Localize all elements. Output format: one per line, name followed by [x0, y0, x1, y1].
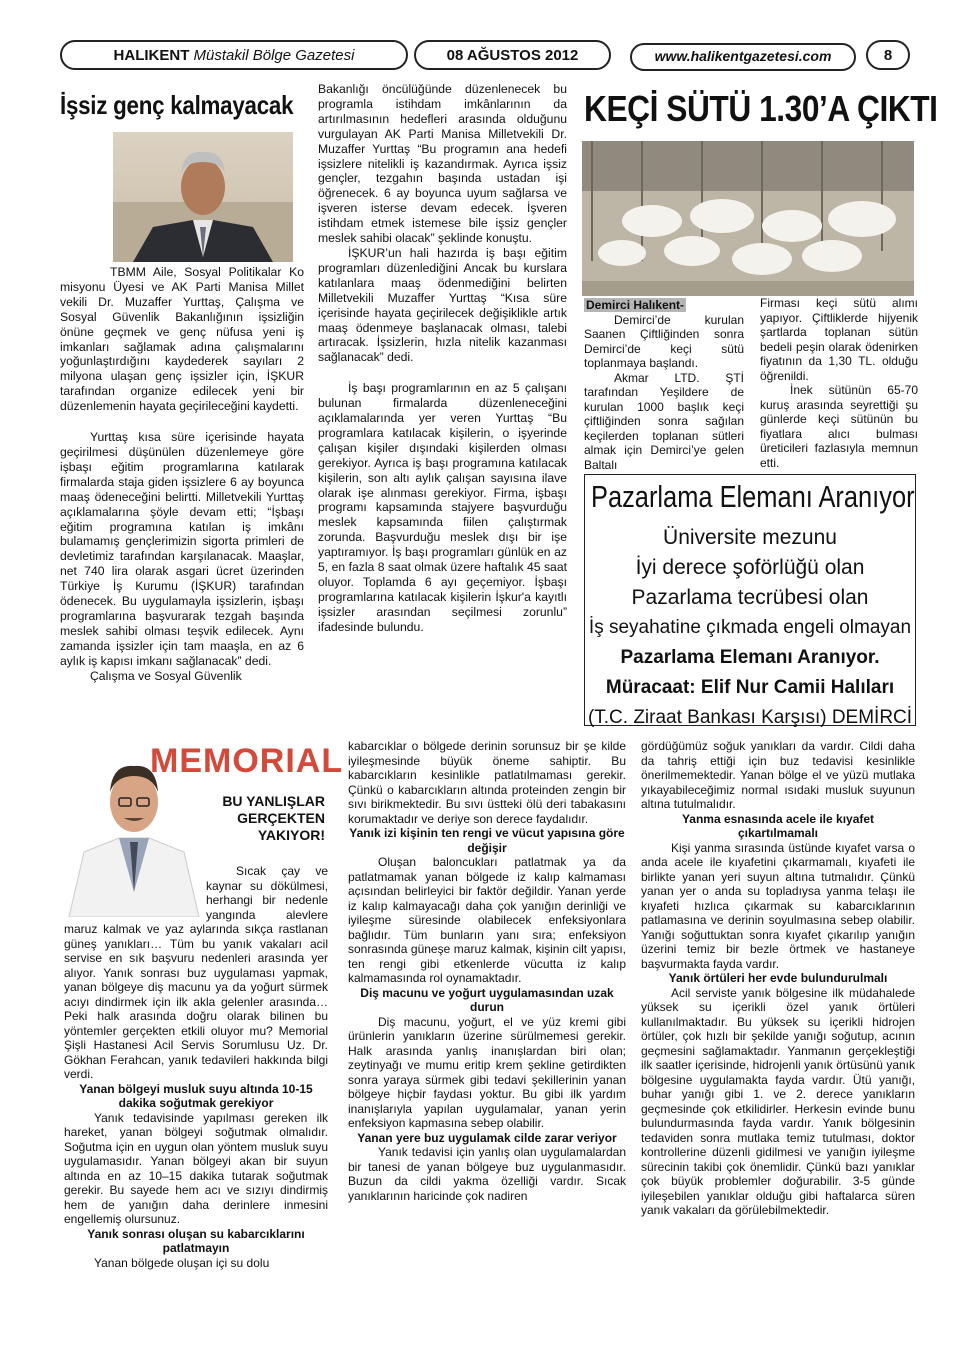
burn-col2: [348, 739, 626, 1203]
youth-col2-p3: İş başı programlarının en az 5 çalışanı bulunan firmalarda düzenleneceğini açıklamalarında yer veren Yurttaş “Bu programlara katılacak kişilerin, o işyerinde çalışan kişiler dışındaki kişilerden olması gerekiyor. Ayrıca iş başı programına katılacak kişilerin, son altı aylık çalışan sayısına ilave olarak işe alınması gerekiyor. Firma, işbaşı programı kapsamında stajyere başvurduğu meslek kapsamında fiilen çalıştırmak zorunda. Başvurduğu meslek dışı bir işe yaptıramıyor. İş başı programları günlük en az 5, en fazla 8 saat olmak üzere haftalık 45 saat oluyor. Toplamda 6 ayı geçemiyor. İşbaşı programlarına katılacak kişilerin İşkur'a kayıtlı işsizler arasından seçilmesi zorunlu” ifadesinde bulundu.: [318, 381, 567, 634]
goat-col-b: [760, 296, 918, 470]
date-pill: [414, 40, 611, 70]
burn-sub2: Yanık sonrası oluşan su kabarcıklarını patlatmayın: [87, 1226, 305, 1255]
burn-p-sub2: Yanan bölgede oluşan içi su dolu: [94, 1255, 270, 1270]
job-ad-line5: Pazarlama Elemanı Aranıyor.: [620, 647, 880, 668]
burn-sub3: Yanık izi kişinin ten rengi ve vücut yapısına göre değişir: [349, 826, 625, 855]
burn-intro: Sıcak çay ve kaynar su dökülmesi, herhangi bir nedenle yangında alevlere maruz kalmak ve yaz aylarında sıkça rastlanan güneş yanıkları… Tüm bu yanık vakaları acil servise en sık başvuru nedenleri arasında yer alıyor. Yanık sonrası buz uygulaması yapmak, yanan bölgeye diş macunu ya da yoğurt sürmek acıyı dindirmek için ilk akla gelenler arasında… Peki halk arasında doğru olarak bilinen bu yöntemler gerçekten etkili oluyor mu? Memorial Şişli Hastanesi Acil Servis Sorumlusu Uz. Dr. Gökhan Ferahcan, yanık tedavileri hakkında bilgi verdi.: [64, 864, 328, 1081]
job-ad-line4: İş seyahatine çıkmada engeli olmayan: [588, 617, 912, 638]
goats-image: [582, 141, 914, 296]
burn-p-sub7: Acil serviste yanık bölgesine ilk müdahalede yüksek su içerikli özel yanık örtüleri kullanılmaktadır. Bu yüksek su içerikli hidrojen örtüler, çok hızlı bir şekilde yanığı soğutup, acının geçmesini sağlamaktadır. Yanmanın gerçekleştiği ilk saatler içerisinde, hidrojenli yanık örtüsünü yanık bölgesine uygulamakta fayda vardır. Ütü yanığı, buhar yanığı gibi 1. ve 2. derece yanıkların geçmesinde çok etkilidirler. Herkesin evinde bunu bulundurmasında fayda vardır. Yanık bölgesinin tedaviden sonra mutlaka temiz tutulması, doktor kontrollerine düzenli gidilmesi ve yanığın iyileşme sürecinin takibi çok önemlidir. Çünkü bazı yanıklar çok büyük problemler doğurabilir. 3-5 günde iyileşebilen yanıklar olduğu gibi haftalarca süren yanık vakaları da görülebilmektedir.: [641, 985, 915, 1217]
memorial-logo: MEMORIAL: [150, 742, 344, 780]
burn-sub5: Yanan yere buz uygulamak cilde zarar veriyor: [357, 1130, 617, 1145]
burn-sub1: Yanan bölgeyi musluk suyu altında 10-15 dakika soğutmak gerekiyor: [79, 1081, 313, 1110]
website-pill[interactable]: [630, 43, 856, 71]
burn-p-sub1: Yanık tedavisinde yapılması gereken ilk hareket, yanan bölgeyi soğutmak olmalıdır. Soğutma için en uygun olan yöntem musluk suyu uygulamasıdır. Yanan bölgeyi akan bir suyun altında en az 10–15 dakika tutarak soğutmak gerekir. Bu sayede hem acı ve sızıyı dindirmiş hem de yanığın daha derinlere inmesini engellemiş olursunuz.: [64, 1110, 328, 1226]
burn-col3: [641, 739, 915, 1218]
goat-farm-photo: [582, 141, 914, 296]
burn-photo-spacer: [64, 864, 206, 922]
job-ad-title: Pazarlama Elemanı Aranıyor: [591, 479, 915, 514]
goat-col-b-p2: İnek sütünün 65-70 kuruş arasında seyrettiği şu günlerde keçi sütünün bu fiyatlara alıcı bulması üreticileri fazlasıyla memnun etti.: [760, 383, 918, 470]
goat-headline: KEÇİ SÜTÜ 1.30’A ÇIKTI: [584, 88, 938, 129]
job-ad-line3: Pazarlama tecrübesi olan: [631, 586, 869, 609]
job-ad-box: [584, 474, 916, 726]
youth-col1: [60, 265, 304, 683]
burn-sub4: Diş macunu ve yoğurt uygulamasından uzak durun: [360, 985, 614, 1014]
youth-col2: [318, 82, 567, 635]
burn-col1: [64, 864, 328, 1270]
mp-photo: [113, 132, 293, 262]
paper-name: HALIKENT: [113, 46, 190, 64]
burn-col2-p1: kabarcıklar o bölgede derinin sorunsuz bir şe kilde iyileşmesinde büyük öneme sahiptir. Bu kabarcıkların kesinlikle patlatılmaması gerekir. Çünkü o kabarcıkların altında proteinden zengin bir sıvı birikmektedir. Bu sıvı üstteki ölü deri tabakasını korumaktadır ve deriye son derece faydalıdır.: [348, 739, 626, 826]
job-ad-line2: İyi derece şoförlüğü olan: [635, 556, 865, 579]
burn-sub6: Yanma esnasında acele ile kıyafet çıkartılmamalı: [681, 811, 875, 840]
goat-lead-label: Demirci Halıkent-: [586, 298, 685, 312]
paper-subtitle: Müstakil Bölge Gazetesi: [193, 46, 355, 64]
masthead-pill: [60, 40, 408, 70]
burn-p-sub3: Oluşan baloncukları patlatmak ya da patlatmamak yanan bölgede iz kalıp kalmaması açısından belirleyici bir faktör değildir. Yanan yerde iz kalıp kalmayacağı daha çok yanığın derinliği ve iyileşme süresinde olabilecek enfeksiyonlara bağlıdır. Tüm bunların yanı sıra; enfeksiyon sonrasında güneşe maruz kalmak, kişinin cilt yapısı, ten rengi gibi etkenlerde vücutta iz kalıp kalmamasında rol oynamaktadır.: [348, 855, 626, 985]
issue-date: 08 AĞUSTOS 2012: [446, 46, 579, 64]
burn-p-sub4: Diş macunu, yoğurt, el ve yüz kremi gibi ürünlerin yanıkların üzerine sürülmemesi gerekir. Halk arasında yanlış inanışlardan biri olan; zeytinyağı ve mumu eritip krem şekline getirdikten sonra yaraya sürmek gibi tedavi şekillerinin yanan bölgeye hiçbir faydası yoktur. Bu gibi ilk yardım inanışlarıyla yapılan uygulamalar, yanan yerin enfeksiyon kapmasına sebep olabilir.: [348, 1014, 626, 1130]
goat-col-b-p1: Firması keçi sütü alımı yapıyor. Çiftliklerde hijyenik şartlarda toplanan sütün bedeli peşin olarak ödenirken fiyatının da 1,30 TL. olduğu öğrenildi.: [760, 296, 918, 383]
website-link[interactable]: www.halikentgazetesi.com: [654, 48, 832, 64]
youth-headline: İşsiz genç kalmayacak: [60, 90, 294, 120]
burn-sub7: Yanık örtüleri her evde bulundurulmalı: [668, 971, 888, 985]
burn-col3-p1: gördüğümüz soğuk yanıkları da vardır. Cildi daha da tahriş ettiği için buz tedavisi kesinlikle önerilmemektedir. Yanan bölge el ve yüzü mutlaka yıkayabileceğimiz normal ısıdaki musluk suyunun altına tutulmalıdır.: [641, 739, 915, 811]
youth-intro: TBMM Aile, Sosyal Politikalar Ko misyonu Üyesi ve AK Parti Manisa Millet vekili Dr. Muzaffer Yurttaş, Çalışma ve Sosyal Güvenlik Bakanlığının işsizliğin önüne geçmek ve genç nüfusa yeni iş imkanları sağlamak adına çalışmalarını yoğunlaştırdığını kaydederek sayıları 2 milyona ulaşan genç işsizler için, İŞKUR tarafından organize edilecek yeni bir düzenlemenin hayata geçirileceğini kaydetti.: [60, 265, 304, 414]
youth-col2-p1: Bakanlığı öncülüğünde düzenlenecek bu programla istihdam imkânlarının da artırılmasının hedefleri arasında olduğunu vurgulayan AK Parti Manisa Milletvekili Dr. Muzaffer Yurttaş “Bu programın ana hedefi işsizlere nitelikli iş kazandırmak. Ayrıca işsiz gençler, tezgahın başında ustadan işi öğrenecek. 6 ay boyunca uyum sağlarsa ve işveren isterse devam edecek. İşveren istihdam etmek istemese bile işsiz gençler meslek sahibi olacak” şeklinde konuştu.: [318, 82, 567, 246]
youth-col2-p2: İŞKUR’un hali hazırda iş başı eğitim programları düzenlediğini Ancak bu kurslara katılanlara maaş ödenmediğini belirten Milletvekili Muzaffer Yurttaş “Kısa süre içerisinde hayata geçirilecek değişiklikle artık maaş ödenmeye başlanacak olması, talebi artıracak. İşsizlerin, hızla nitelik kazanması sağlanacak” dedi.: [318, 245, 567, 365]
burn-headline: BU YANLIŞLAR GERÇEKTEN YAKIYOR!: [222, 793, 325, 843]
youth-col1-tail: Çalışma ve Sosyal Güvenlik: [90, 668, 242, 683]
goat-col-a-p2: Akmar LTD. ŞTİ tarafından Yeşildere de kurulan 1000 başlık keçi çiftliğinden sonra sağılan keçilerden toplanan sütleri almak için Demirci’ye gelen Baltalı: [584, 370, 744, 472]
job-ad-line1: Üniversite mezunu: [663, 526, 837, 549]
goat-col-a: [584, 298, 744, 472]
youth-p2: Yurttaş kısa süre içerisinde hayata geçirilmesi düşünülen düzenlemeye göre işbaşı eğitim programlarına katılarak firmalarda staja giden işsizlere 6 ay boyunca maaş ödeneceğini belirtti. Milletvekili Yurttaş açıklamalarına şöyle devam etti; “İşbaşı eğitim programına katılan iş imkânı bulamamış gençlerimizin sigorta primleri de devletimiz tarafından karşılanacak. Maaşlar, net 740 lira olarak asgari ücret üzerinden Türkiye İş Kurumu (İŞKUR) tarafından ödenecek. Bu uygulamayla işsizlerin, işbaşı programlarına başvurarak tezgah başında meslek sahibi olması teşvik edilecek. Aynı zamanda işsizler için tam maaşla, en az 6 aylık iş kapısı imkanı sağlanacak” dedi.: [60, 430, 304, 668]
burn-p-sub5: Yanık tedavisi için yanlış olan uygulamalardan bir tanesi de yanan bölgeye buz uygulanmasıdır. Buzun da cildi yakma özelliği vardır. Sıcak yanıklarının haricinde çok nadiren: [348, 1145, 626, 1203]
job-ad-line7: (T.C. Ziraat Bankası Karşısı) DEMİRCİ: [587, 707, 913, 728]
page-number-pill: [866, 40, 910, 70]
burn-p-sub6: Kişi yanma sırasında üstünde kıyafet varsa o anda acele ile kıyafetini çıkarmamalı, kıyafeti ile birlikte yanan yeri suyun altına tutmalıdır. Çünkü yanan yer o anda su topladıysa yanma telaşı ile kıyafeti hızlıca çıkarmak su kabarcıklarının patlamasına ve derinin soyulmasına sebep olabilir. Yanığı soğuttuktan sonra kıyafet çıkarılıp yanığın üzerini temiz bir bezle örtmek ve hastaneye başvurmakta fayda vardır.: [641, 840, 915, 971]
page-number: 8: [883, 46, 893, 64]
job-ad-line6: Müracaat: Elif Nur Camii Halıları: [605, 677, 895, 698]
portrait-man-image: [113, 132, 293, 262]
goat-col-a-p1: Demirci’de kurulan Saanen Çiftliğinden sonra Demirci’de keçi sütü toplanmaya başlandı.: [584, 312, 744, 370]
